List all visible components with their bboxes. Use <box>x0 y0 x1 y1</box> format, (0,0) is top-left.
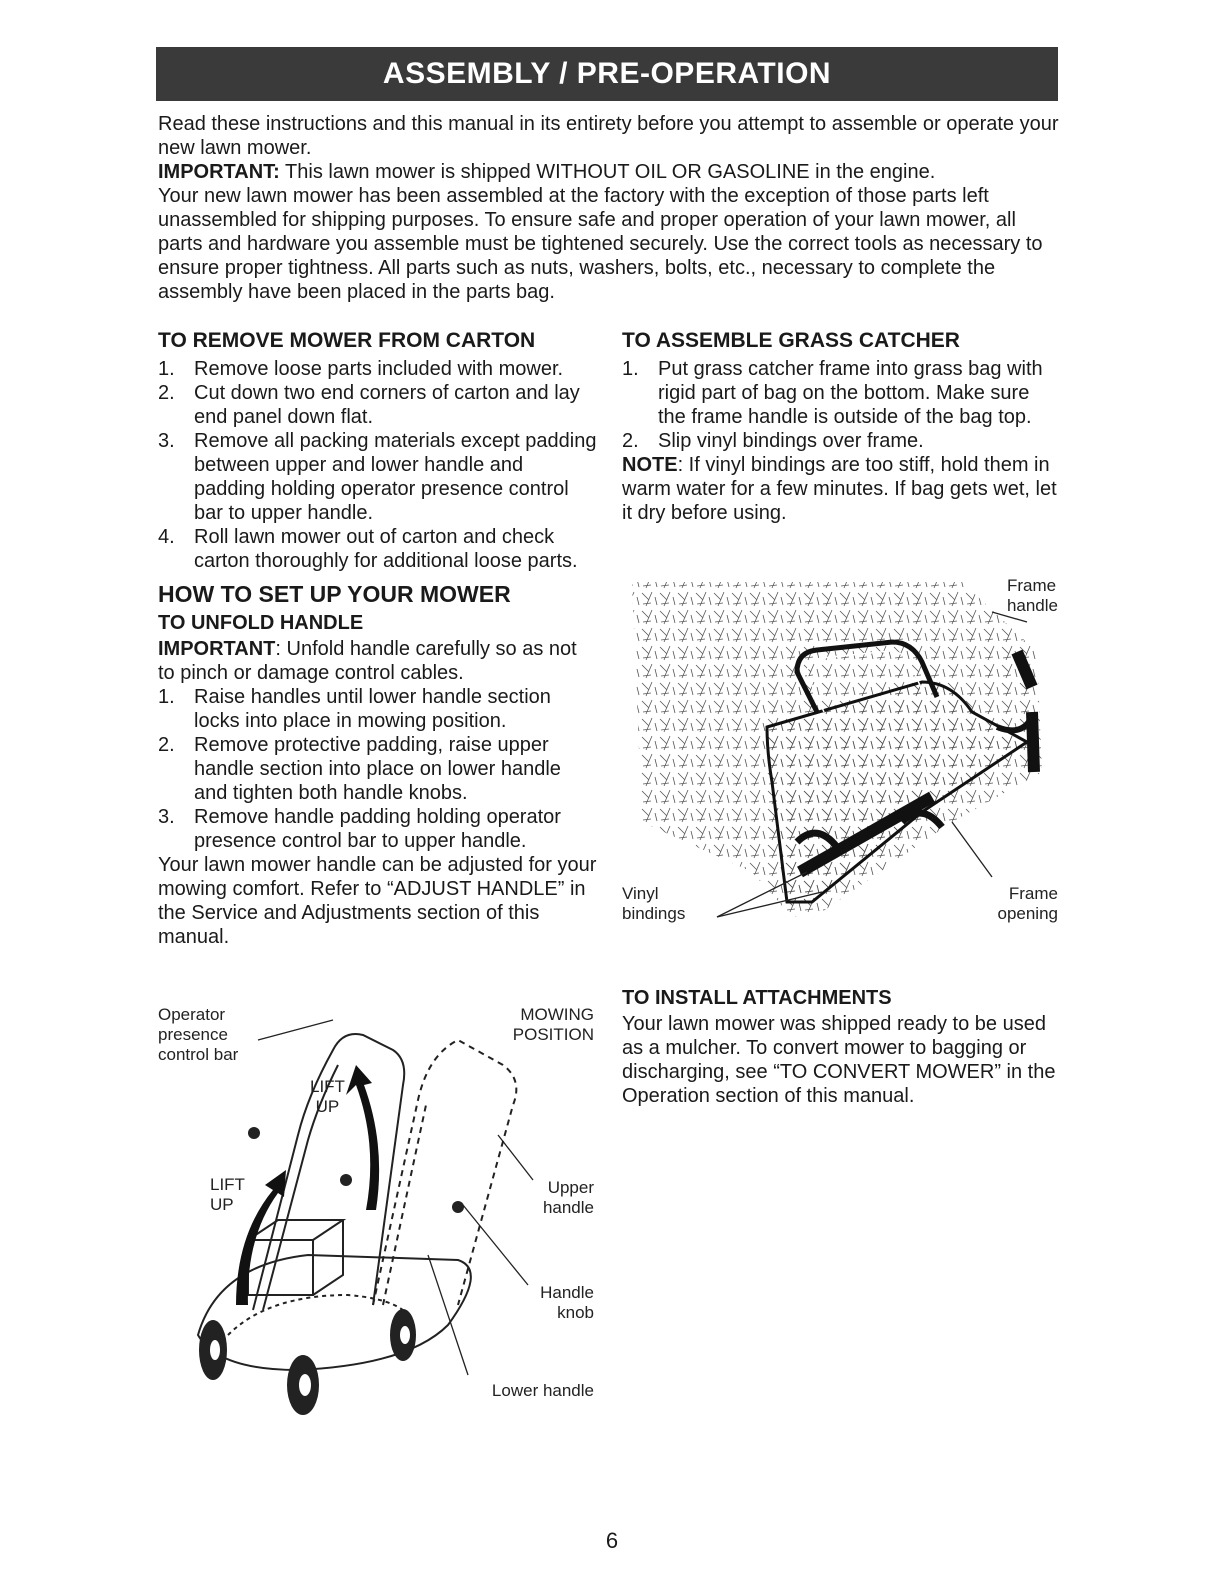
step-text: Remove protective padding, raise upper handle section into place on lower handle and tighten both handle knobs. <box>194 734 561 804</box>
step-text: Remove all packing materials except padding between upper and lower handle and padding holding operator presence control bar to upper handle. <box>194 430 597 524</box>
label-line: presence <box>158 1025 228 1044</box>
step-text: Cut down two end corners of carton and lay end panel down flat. <box>194 382 580 428</box>
label-line: MOWING <box>520 1005 594 1024</box>
step-text: Put grass catcher frame into grass bag with rigid part of bag on the bottom. Make sure the frame handle is outside of the bag top. <box>658 358 1043 428</box>
step-number: 2. <box>622 430 639 452</box>
section-title: ASSEMBLY / PRE-OPERATION <box>382 57 832 90</box>
step-text: Roll lawn mower out of carton and check carton thoroughly for additional loose parts. <box>194 526 578 572</box>
label-line: Vinyl <box>622 884 659 903</box>
mowing-position-label <box>513 1005 594 1045</box>
mower-wheels <box>199 1309 416 1415</box>
important-label: IMPORTANT: <box>158 161 280 183</box>
list-item <box>622 429 1062 453</box>
list-item <box>158 357 598 381</box>
important-text: : Unfold handle carefully so as not to pinch or damage control cables. <box>158 638 577 684</box>
section-banner <box>156 47 1058 101</box>
label-line: LIFT <box>310 1077 345 1096</box>
grass-catcher-drawing <box>622 572 1062 942</box>
intro-text <box>158 112 1060 304</box>
step-text: Raise handles until lower handle section locks into place in mowing position. <box>194 686 551 732</box>
list-item <box>158 733 598 805</box>
handle-mowing-position <box>373 1040 516 1305</box>
label-line: bindings <box>622 904 686 923</box>
page-number: 6 <box>605 1528 619 1553</box>
intro-important <box>158 160 1060 184</box>
frame-handle-label <box>1007 576 1058 616</box>
step-text: Remove handle padding holding operator presence control bar to upper handle. <box>194 806 561 852</box>
label-line: Frame <box>1008 884 1058 903</box>
step-text: Remove loose parts included with mower. <box>194 358 564 380</box>
grass-catcher-note <box>622 453 1062 525</box>
right-column <box>622 328 1062 525</box>
grass-catcher-heading: TO ASSEMBLE GRASS CATCHER <box>622 329 960 352</box>
important-label: IMPORTANT <box>158 638 276 660</box>
step-number: 1. <box>158 686 175 708</box>
intro-paragraph-3: Your new lawn mower has been assembled at the factory with the exception of those parts left unassembled for shipping purposes. To ensure safe and proper operation of your lawn mower, all parts and hardware you assemble must be tightened securely. Use the correct tools as necessary to ensure proper tightness. All parts such as nuts, washers, bolts, etc., necessary to complete the assembly have been placed in the parts bag. <box>158 185 1043 303</box>
mower-illustration <box>158 1005 598 1415</box>
label-line: handle <box>1006 596 1058 615</box>
lift-up-arrow-upper-icon <box>346 1065 379 1210</box>
operator-presence-label <box>158 1005 238 1065</box>
step-number: 4. <box>158 526 175 548</box>
note-text: : If vinyl bindings are too stiff, hold them in warm water for a few minutes. If bag gets wet, let it dry before using. <box>622 454 1057 524</box>
step-number: 3. <box>158 806 175 828</box>
list-item <box>158 685 598 733</box>
list-item <box>158 429 598 525</box>
label-line: LIFT <box>210 1175 245 1194</box>
list-item <box>158 525 598 573</box>
attachments-text: Your lawn mower was shipped ready to be used as a mulcher. To convert mower to bagging or discharging, see “TO CONVERT MOWER” in the Operation section of this manual. <box>622 1013 1056 1107</box>
setup-heading: HOW TO SET UP YOUR MOWER <box>158 581 511 607</box>
label-line: Frame <box>1006 576 1057 595</box>
adjust-handle-text: Your lawn mower handle can be adjusted for your mowing comfort. Refer to “ADJUST HANDLE” in the Service and Adjustments section of this manual. <box>158 854 597 948</box>
lower-handle-label: Lower handle <box>491 1381 594 1400</box>
lift-up-label-upper <box>310 1077 345 1117</box>
vinyl-bindings-label <box>622 884 685 924</box>
step-number: 1. <box>622 358 639 380</box>
label-line: control bar <box>158 1045 239 1064</box>
label-line: Upper <box>547 1178 594 1197</box>
unfold-handle-heading: TO UNFOLD HANDLE <box>158 612 364 634</box>
label-line: opening <box>997 904 1058 923</box>
handle-knob-label <box>540 1283 594 1323</box>
step-number: 2. <box>158 382 175 404</box>
frame-opening-label <box>997 884 1058 924</box>
intro-paragraph-1: Read these instructions and this manual in its entirety before you attempt to assemble or operate your new lawn mower. <box>158 113 1059 159</box>
attachments-section <box>622 982 1062 1108</box>
unfold-important <box>158 637 598 685</box>
remove-carton-heading: TO REMOVE MOWER FROM CARTON <box>158 329 536 352</box>
left-column <box>158 328 598 949</box>
label-line: UP <box>210 1195 234 1214</box>
grass-catcher-steps <box>622 357 1062 453</box>
label-line: knob <box>557 1303 594 1322</box>
label-line: Handle <box>540 1283 594 1302</box>
label-line: handle <box>542 1198 594 1217</box>
label-line: UP <box>315 1097 340 1116</box>
unfold-handle-steps <box>158 685 598 853</box>
important-text: This lawn mower is shipped WITHOUT OIL OR GASOLINE in the engine. <box>279 161 936 183</box>
note-label: NOTE <box>622 454 678 476</box>
lift-up-label-lower <box>210 1175 245 1215</box>
list-item <box>158 805 598 853</box>
grass-catcher-illustration <box>622 572 1062 942</box>
list-item <box>158 381 598 429</box>
label-line: POSITION <box>512 1025 594 1044</box>
step-number: 2. <box>158 734 175 756</box>
upper-handle-label <box>543 1178 594 1218</box>
attachments-heading: TO INSTALL ATTACHMENTS <box>622 987 892 1009</box>
list-item <box>622 357 1062 429</box>
step-number: 3. <box>158 430 175 452</box>
step-text: Slip vinyl bindings over frame. <box>658 430 924 452</box>
remove-carton-steps <box>158 357 598 573</box>
step-number: 1. <box>158 358 175 380</box>
label-line: Operator <box>158 1005 226 1024</box>
